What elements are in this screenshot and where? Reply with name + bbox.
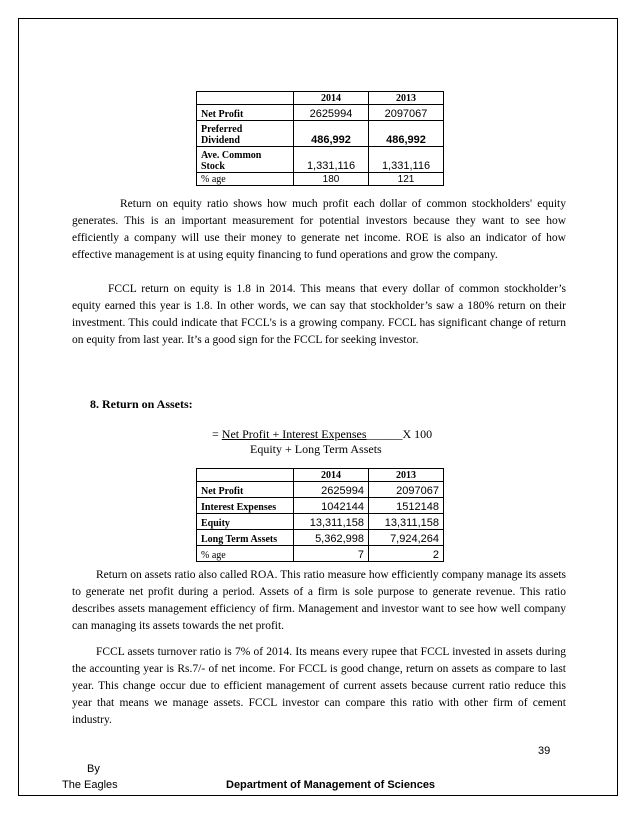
- value-2013: 486,992: [369, 121, 444, 147]
- table-header-row: [197, 92, 444, 105]
- table-header-2013: 2013: [369, 92, 444, 105]
- value-2014: 1042144: [294, 498, 369, 514]
- paragraph-roa-analysis: FCCL assets turnover ratio is 7% of 2014. Its means every rupee that FCCL invested in assets during the accounting year is Rs.7/- of net income. For FCCL is good change, return on assets as compare to last year. This change occur due to efficient management of current assets because current ratio reduce this year that means we manage assets. FCCL investor can compare this ratio with other firm of cement industry.: [72, 646, 566, 726]
- table-row: [197, 105, 444, 121]
- footer-team-name: The Eagles: [62, 779, 118, 791]
- footer-department: Department of Management of Sciences: [226, 779, 436, 791]
- value-2013: 2097067: [369, 482, 444, 498]
- paragraph-roe-explanation: Return on equity ratio shows how much profit each dollar of common stockholders' equity generates. This is an important measurement for potential investors because they want to see how efficiently a company will use their money to generate net income. ROE is also an indicator of how effective management is at using equity financing to fund operations and grow the company.: [72, 198, 566, 261]
- footer-by: By: [87, 763, 100, 775]
- value-2014: 7: [294, 546, 369, 562]
- row-label: Net Profit: [197, 105, 294, 121]
- page-number: 39: [538, 745, 551, 757]
- value-2014: 2625994: [294, 105, 369, 121]
- table-row: [197, 173, 444, 186]
- paragraph-roa-explanation: Return on assets ratio also called ROA. This ratio measure how efficiently company manage its assets to generate net profit during a period. Assets of a firm is sole purpose to generate revenue. This ratio describes assets management efficiency of firm. Management and investor want to see how well company can managing its assets towards the net profit.: [72, 569, 566, 632]
- value-2014: 13,311,158: [294, 514, 369, 530]
- table-row: [197, 514, 444, 530]
- table-row: [197, 498, 444, 514]
- row-label: Interest Expenses: [197, 498, 294, 514]
- formula-equals: =: [212, 427, 219, 441]
- table-row: [197, 147, 444, 173]
- row-label: Equity: [197, 514, 294, 530]
- table-header-empty: [197, 469, 294, 482]
- row-label-line1: Preferred: [201, 124, 243, 135]
- paragraph-roe-analysis: FCCL return on equity is 1.8 in 2014. This means that every dollar of common stockholder’s equity earned this year is 1.8. In other words, we can say that stockholder’s saw a 180% return on their investment. This could indicate that FCCL's is a growing company. FCCL has significant change of return on equity from last year. It’s a good sign for the FCCL for seeking investor.: [72, 283, 566, 346]
- value-2013: 1,331,116: [369, 147, 444, 173]
- value-2013: 1512148: [369, 498, 444, 514]
- table-header-2014: 2014: [294, 469, 369, 482]
- row-label: Net Profit: [197, 482, 294, 498]
- table-header-empty: [197, 92, 294, 105]
- formula-multiplier: X 100: [402, 427, 433, 441]
- row-label: % age: [197, 173, 294, 186]
- table-header-2013: 2013: [369, 469, 444, 482]
- table-row: [197, 530, 444, 546]
- table-header-2014: 2014: [294, 92, 369, 105]
- section-heading: 8. Return on Assets:: [90, 397, 193, 411]
- formula-numerator-line: [212, 427, 432, 442]
- formula-denominator: Equity + Long Term Assets: [250, 442, 382, 456]
- roe-table: [196, 91, 444, 186]
- table-row: [197, 546, 444, 562]
- row-label: [197, 147, 294, 173]
- value-2014: 5,362,998: [294, 530, 369, 546]
- table-row: [197, 121, 444, 147]
- row-label-line2: Dividend: [201, 135, 240, 146]
- value-2014: 2625994: [294, 482, 369, 498]
- value-2013: 2097067: [369, 105, 444, 121]
- formula-numerator: Net Profit + Interest Expenses: [221, 427, 367, 441]
- value-2013: 7,924,264: [369, 530, 444, 546]
- roa-table: [196, 468, 444, 562]
- value-2013: 121: [369, 173, 444, 186]
- row-label: Long Term Assets: [197, 530, 294, 546]
- formula-blank: ______: [366, 427, 403, 441]
- value-2014: 1,331,116: [294, 147, 369, 173]
- table-header-row: [197, 469, 444, 482]
- table-row: [197, 482, 444, 498]
- row-label-line2: Stock: [201, 161, 225, 172]
- roa-formula: [212, 427, 432, 457]
- row-label-line1: Ave. Common: [201, 150, 262, 161]
- row-label: % age: [197, 546, 294, 562]
- value-2013: 2: [369, 546, 444, 562]
- value-2013: 13,311,158: [369, 514, 444, 530]
- value-2014: 486,992: [294, 121, 369, 147]
- row-label: [197, 121, 294, 147]
- value-2014: 180: [294, 173, 369, 186]
